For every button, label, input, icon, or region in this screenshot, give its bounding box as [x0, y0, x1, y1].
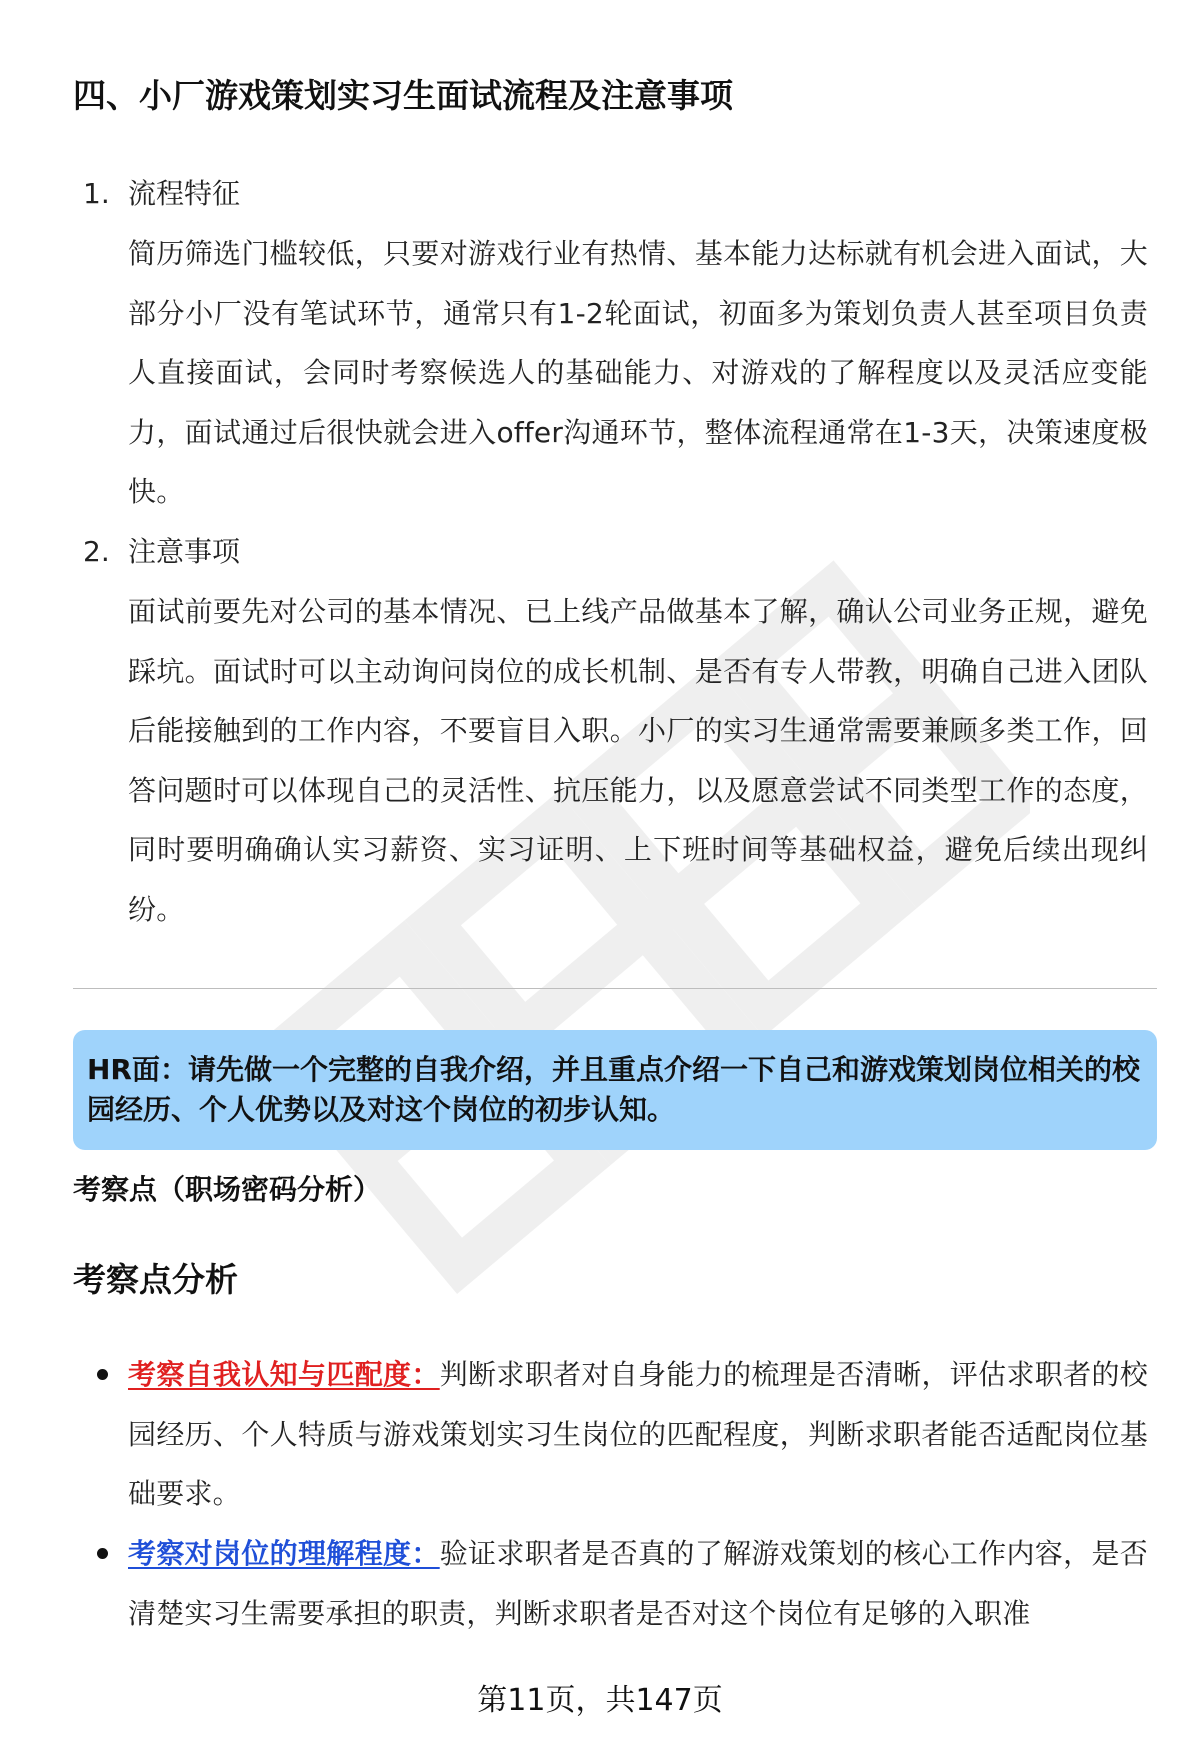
section-title: 四、小厂游戏策划实习生面试流程及注意事项: [73, 76, 733, 115]
bullet-body: 验证求职者是否真的了解游戏策划的核心工作内容，是否清楚实习生需要承担的职责，判断求职者是否对这个岗位有足够的入职准: [128, 1537, 1149, 1630]
analysis-title: 考察点分析: [73, 1260, 238, 1299]
bullet-dot-icon: [97, 1548, 108, 1559]
bullet-text: [128, 1345, 1148, 1524]
bullet-keyword: 考察对岗位的理解程度：: [128, 1537, 440, 1570]
list-number: 2.: [83, 535, 110, 568]
bullet-keyword: 考察自我认知与匹配度：: [128, 1358, 440, 1391]
list-number: 1.: [83, 177, 110, 210]
page-footer: 第11页，共147页: [477, 1683, 723, 1718]
bullet-text: [128, 1524, 1148, 1643]
bullet-dot-icon: [97, 1369, 108, 1380]
list-item-body: 简历筛选门槛较低，只要对游戏行业有热情、基本能力达标就有机会进入面试，大部分小厂没有笔试环节，通常只有1-2轮面试，初面多为策划负责人甚至项目负责人直接面试，会同时考察候选人的基础能力、对游戏的了解程度以及灵活应变能力，面试通过后很快就会进入offer沟通环节，整体流程通常在1-3天，决策速度极快。: [128, 237, 1148, 508]
divider: [73, 988, 1157, 989]
question-box: [73, 1030, 1157, 1150]
list-item-body: 面试前要先对公司的基本情况、已上线产品做基本了解，确认公司业务正规，避免踩坑。面试时可以主动询问岗位的成长机制、是否有专人带教，明确自己进入团队后能接触到的工作内容，不要盲目入职。小厂的实习生通常需要兼顾多类工作，回答问题时可以体现自己的灵活性、抗压能力，以及愿意尝试不同类型工作的态度，同时要明确确认实习薪资、实习证明、上下班时间等基础权益，避免后续出现纠纷。: [128, 595, 1148, 926]
bullet-body: 判断求职者对自身能力的梳理是否清晰，评估求职者的校园经历、个人特质与游戏策划实习生岗位的匹配程度，判断求职者能否适配岗位基础要求。: [128, 1358, 1149, 1510]
list-item-title: 注意事项: [128, 535, 241, 568]
list-item-title: 流程特征: [128, 177, 241, 210]
question-text: HR面：请先做一个完整的自我介绍，并且重点介绍一下自己和游戏策划岗位相关的校园经历、个人优势以及对这个岗位的初步认知。: [87, 1053, 1140, 1126]
points-label: 考察点（职场密码分析）: [73, 1173, 382, 1206]
